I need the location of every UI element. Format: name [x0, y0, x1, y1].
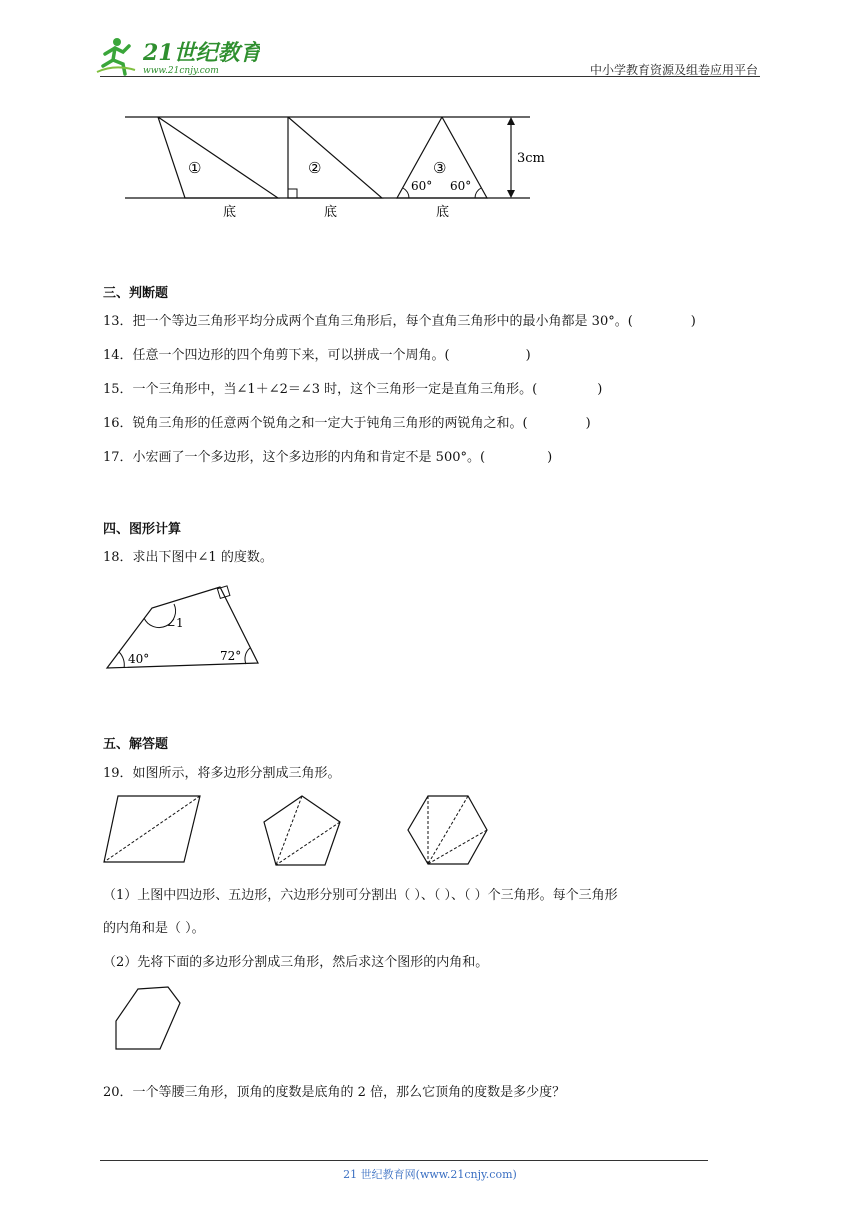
- angle-72-label: 72°: [220, 649, 242, 663]
- triangles-figure: [120, 108, 560, 226]
- question-13-text: 13．把一个等边三角形平均分成两个直角三角形后，每个直角三角形中的最小角都是 30°。(: [103, 314, 633, 329]
- section-5-title: 五、解答题: [103, 737, 169, 752]
- question-14-text: 14．任意一个四边形的四个角剪下来，可以拼成一个周角。(: [103, 348, 450, 363]
- quadrilateral-divided: [104, 796, 200, 862]
- header-rule: [100, 76, 760, 77]
- question-19: 19．如图所示，将多边形分割成三角形。: [103, 766, 341, 781]
- question-15: [103, 378, 602, 397]
- question-17-close: ): [547, 450, 553, 465]
- question-19-part2: （2）先将下面的多边形分割成三角形，然后求这个图形的内角和。: [103, 955, 489, 970]
- heptagon-figure: [110, 985, 190, 1055]
- footer-text: 21 世纪教育网(www.21cnjy.com): [343, 1168, 517, 1181]
- question-14: [103, 344, 531, 363]
- question-19-part1-line2: 的内角和是（ ）。: [103, 921, 205, 936]
- question-18: 18．求出下图中∠1 的度数。: [103, 550, 273, 565]
- logo-text: 21世纪教育: [143, 40, 260, 66]
- angle-60-right: 60°: [450, 179, 472, 193]
- question-13-close: ): [690, 314, 696, 329]
- logo-url: www.21cnjy.com: [143, 66, 219, 76]
- angle-60-left: 60°: [411, 179, 433, 193]
- pentagon-divided: [264, 796, 340, 865]
- question-14-close: ): [525, 348, 531, 363]
- angle-1-label: ∠1: [166, 616, 184, 630]
- base-label-3: 底: [436, 205, 450, 220]
- question-17: [103, 446, 552, 465]
- question-13: [103, 310, 696, 329]
- question-16-text: 16．锐角三角形的任意两个锐角之和一定大于钝角三角形的两锐角之和。(: [103, 416, 528, 431]
- question-16-close: ): [585, 416, 591, 431]
- footer-rule: [100, 1160, 708, 1161]
- question-15-text: 15．一个三角形中，当∠1＋∠2＝∠3 时，这个三角形一定是直角三角形。(: [103, 382, 538, 397]
- section-4-title: 四、图形计算: [103, 522, 182, 537]
- question-17-text: 17．小宏画了一个多边形，这个多边形的内角和肯定不是 500°。(: [103, 450, 486, 465]
- hexagon-divided: [408, 796, 487, 864]
- base-label-1: 底: [223, 205, 237, 220]
- platform-name: 中小学教育资源及组卷应用平台: [589, 63, 758, 77]
- question-19-part1-line1: （1）上图中四边形、五边形，六边形分别可分割出（ ）、（ ）、（ ）个三角形。每个三角形: [103, 888, 618, 903]
- question-15-close: ): [597, 382, 603, 397]
- polygon-division-figures: [100, 790, 500, 870]
- angle-40-label: 40°: [128, 652, 150, 666]
- runner-icon: [97, 38, 135, 74]
- tri-label-2: ②: [308, 159, 322, 177]
- question-16: [103, 412, 591, 431]
- height-label: 3cm: [517, 151, 545, 166]
- tri-label-3: ③: [433, 159, 447, 177]
- header-logo: [95, 34, 260, 78]
- section-3-title: 三、判断题: [103, 286, 169, 301]
- base-label-2: 底: [324, 205, 338, 220]
- question-20: 20．一个等腰三角形，顶角的度数是底角的 2 倍，那么它顶角的度数是多少度？: [103, 1085, 566, 1100]
- quadrilateral-figure: [100, 580, 265, 675]
- tri-label-1: ①: [188, 159, 202, 177]
